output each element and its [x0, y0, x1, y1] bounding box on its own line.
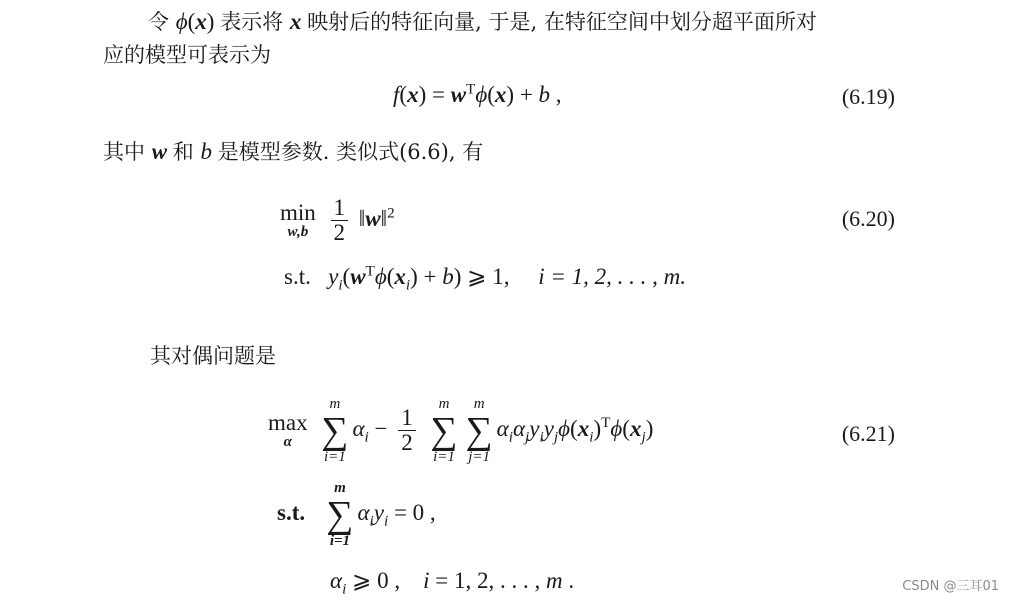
max-operator: [268, 411, 308, 451]
st-label-2: s.t.: [277, 499, 306, 525]
para2-text-2: 和: [172, 140, 194, 164]
para1-text-1: 令: [148, 10, 169, 34]
equation-6-20-objective: min w,b $\frac{1}{2}$ ‖w‖$^2$: [280, 195, 395, 246]
paragraph-3: 其对偶问题是: [150, 344, 276, 368]
sum-operator-4: m ∑ i=1: [326, 480, 354, 549]
half-fraction: $\frac{1}{2}$: [331, 196, 349, 245]
paragraph-line-1: [148, 8, 817, 36]
sum-operator-3: m ∑ j=1: [465, 396, 493, 465]
sum-operator-1: m ∑ i=1: [321, 396, 349, 465]
w-inline: w: [151, 139, 173, 164]
half-fraction-2: $\frac{1}{2}$: [398, 406, 416, 455]
sum-operator-2: m ∑ i=1: [430, 396, 458, 465]
equation-6-21-objective: max α m ∑ i=1 $\alpha_i$ − $\frac{1}{2}$ m ∑ i=1 m ∑ j=1 $\alpha_i\alpha_jy_iy_j\phi(x_i)^T\phi(x_j)$: [268, 396, 654, 465]
phi-x-inline: ϕ(x): [175, 9, 221, 34]
x-inline: x: [289, 9, 308, 34]
max-subscript: α: [283, 433, 292, 450]
equation-6-19: $f(x) = w^T\phi(x) + b$ ,: [393, 80, 562, 107]
csdn-watermark: CSDN @三耳01: [902, 579, 999, 594]
min-operator: [280, 201, 316, 241]
para1-text-3: 映射后的特征向量, 于是, 在特征空间中划分超平面所对: [307, 10, 817, 34]
paragraph-2: [103, 138, 483, 166]
paragraph-line-2: 应的模型可表示为: [103, 43, 271, 67]
para1-text-2: 表示将: [220, 10, 284, 34]
equation-6-21-constraint-2: $\alpha_i$ ⩾ 0 , i = 1, 2, . . . , m .: [330, 568, 575, 598]
equation-number-6-19: (6.19): [841, 84, 895, 109]
equation-number-6-21: (6.21): [841, 421, 895, 446]
para2-text-1: 其中: [103, 140, 145, 164]
b-inline: b: [200, 139, 218, 164]
index-range-6-20: i = 1, 2, . . . , m.: [538, 264, 686, 289]
min-word: min: [280, 199, 316, 225]
equation-number-6-20: (6.20): [841, 206, 895, 231]
para2-text-3: 是模型参数. 类似式(6.6), 有: [217, 140, 484, 164]
equation-6-20-constraint: s.t. $y_i(w^T\phi(x_i) + b)$ ⩾ 1, i = 1, 2, . . . , m.: [284, 262, 686, 294]
max-word: max: [268, 409, 308, 435]
min-subscript: w,b: [287, 223, 309, 240]
st-label-1: s.t.: [284, 264, 311, 289]
equation-6-21-constraint-1: s.t. m ∑ i=1 $\alpha_iy_i = 0$ ,: [277, 480, 436, 549]
